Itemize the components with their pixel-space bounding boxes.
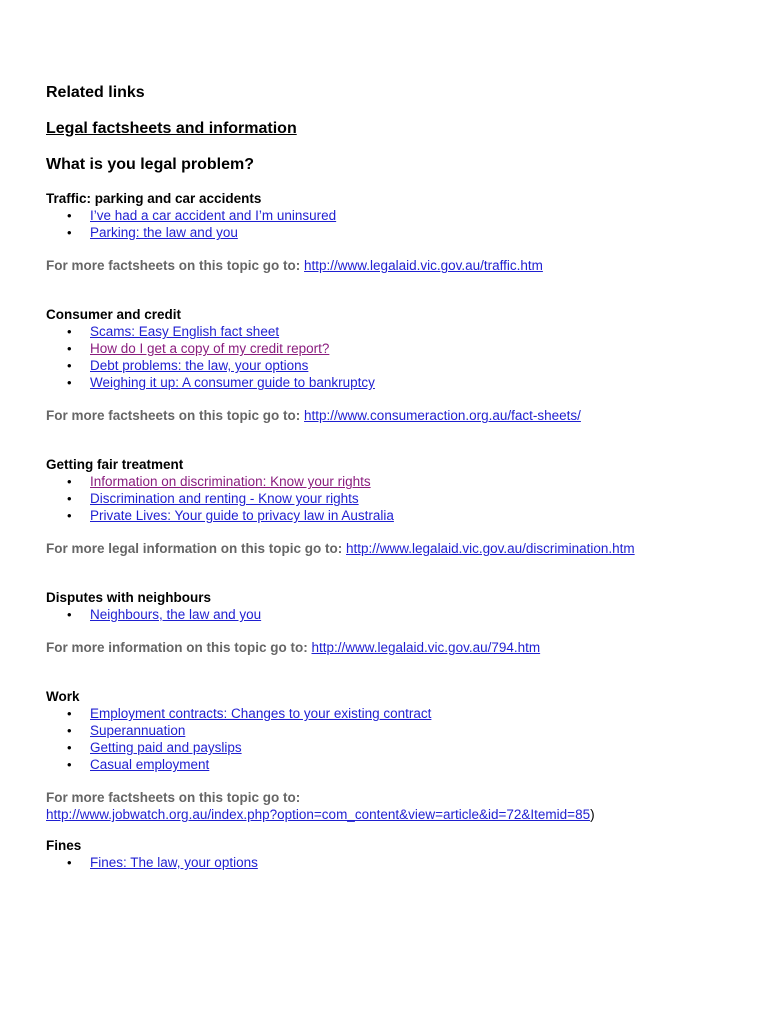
legal-problem-heading: What is you legal problem? (46, 156, 255, 173)
section-title: Work (46, 689, 80, 704)
more-info-label: For more legal information on this topic go to: (46, 541, 343, 556)
link-casual-employment[interactable]: Casual employment (90, 757, 210, 772)
section-fair-treatment (46, 456, 746, 557)
more-info-url[interactable]: http://www.jobwatch.org.au/index.php?option=com_content&view=article&id=72&Itemid=85 (46, 807, 591, 822)
section-fines (46, 837, 746, 871)
more-info-label: For more information on this topic go to: (46, 640, 308, 655)
list-item (67, 507, 746, 524)
link-discrimination-rights[interactable]: Information on discrimination: Know your rights (90, 474, 371, 489)
link-car-accident-uninsured[interactable]: I’ve had a car accident and I’m uninsured (90, 208, 337, 223)
list-item (67, 323, 746, 340)
link-debt-problems[interactable]: Debt problems: the law, your options (90, 358, 309, 373)
section-title: Traffic: parking and car accidents (46, 191, 262, 206)
list-item (67, 705, 746, 722)
link-fines-law[interactable]: Fines: The law, your options (90, 855, 258, 870)
section-work (46, 688, 746, 823)
bullet-icon: • (67, 706, 72, 721)
document-page (46, 82, 746, 871)
more-info-line (46, 407, 746, 424)
bullet-icon: • (67, 225, 72, 240)
bullet-icon: • (67, 375, 72, 390)
link-neighbours-law[interactable]: Neighbours, the law and you (90, 607, 262, 622)
bullet-icon: • (67, 324, 72, 339)
bullet-icon: • (67, 341, 72, 356)
list-item (67, 722, 746, 739)
link-employment-contracts[interactable]: Employment contracts: Changes to your existing contract (90, 706, 432, 721)
bullet-icon: • (67, 607, 72, 622)
list-item (67, 490, 746, 507)
closing-paren: ) (590, 807, 595, 822)
more-info-url[interactable]: http://www.legalaid.vic.gov.au/794.htm (311, 640, 541, 655)
list-item (67, 756, 746, 773)
more-info-label: For more factsheets on this topic go to: (46, 258, 301, 273)
list-item (67, 207, 746, 224)
more-info-label: For more factsheets on this topic go to: (46, 408, 301, 423)
link-privacy-law[interactable]: Private Lives: Your guide to privacy law in Australia (90, 508, 394, 523)
bullet-icon: • (67, 474, 72, 489)
bullet-icon: • (67, 508, 72, 523)
more-info-line (46, 639, 746, 656)
list-item (67, 854, 746, 871)
more-info-line (46, 789, 746, 823)
link-list (46, 323, 746, 391)
bullet-icon: • (67, 855, 72, 870)
more-info-line (46, 540, 746, 557)
more-info-url[interactable]: http://www.consumeraction.org.au/fact-sheets/ (304, 408, 581, 423)
bullet-icon: • (67, 740, 72, 755)
link-superannuation[interactable]: Superannuation (90, 723, 186, 738)
bullet-icon: • (67, 757, 72, 772)
list-item (67, 340, 746, 357)
link-parking-law[interactable]: Parking: the law and you (90, 225, 238, 240)
section-title: Consumer and credit (46, 307, 182, 322)
list-item (67, 473, 746, 490)
section-title: Fines (46, 838, 82, 853)
more-info-line (46, 257, 746, 274)
link-credit-report[interactable]: How do I get a copy of my credit report? (90, 341, 330, 356)
link-list (46, 854, 746, 871)
related-links-heading: Related links (46, 84, 145, 101)
list-item (67, 606, 746, 623)
bullet-icon: • (67, 491, 72, 506)
section-neighbours (46, 589, 746, 656)
legal-factsheets-heading: Legal factsheets and information (46, 120, 297, 137)
link-list (46, 207, 746, 241)
list-item (67, 224, 746, 241)
section-traffic (46, 190, 746, 274)
link-list (46, 705, 746, 773)
bullet-icon: • (67, 358, 72, 373)
link-list (46, 473, 746, 524)
list-item (67, 739, 746, 756)
link-scams[interactable]: Scams: Easy English fact sheet (90, 324, 280, 339)
section-title: Disputes with neighbours (46, 590, 212, 605)
link-getting-paid[interactable]: Getting paid and payslips (90, 740, 242, 755)
more-info-url[interactable]: http://www.legalaid.vic.gov.au/traffic.htm (304, 258, 543, 273)
bullet-icon: • (67, 723, 72, 738)
more-info-label: For more factsheets on this topic go to: (46, 790, 301, 805)
list-item (67, 374, 746, 391)
bullet-icon: • (67, 208, 72, 223)
section-consumer-credit (46, 306, 746, 424)
list-item (67, 357, 746, 374)
link-list (46, 606, 746, 623)
link-bankruptcy-guide[interactable]: Weighing it up: A consumer guide to bankruptcy (90, 375, 375, 390)
more-info-url[interactable]: http://www.legalaid.vic.gov.au/discrimination.htm (346, 541, 635, 556)
section-title: Getting fair treatment (46, 457, 184, 472)
link-discrimination-renting[interactable]: Discrimination and renting - Know your rights (90, 491, 359, 506)
